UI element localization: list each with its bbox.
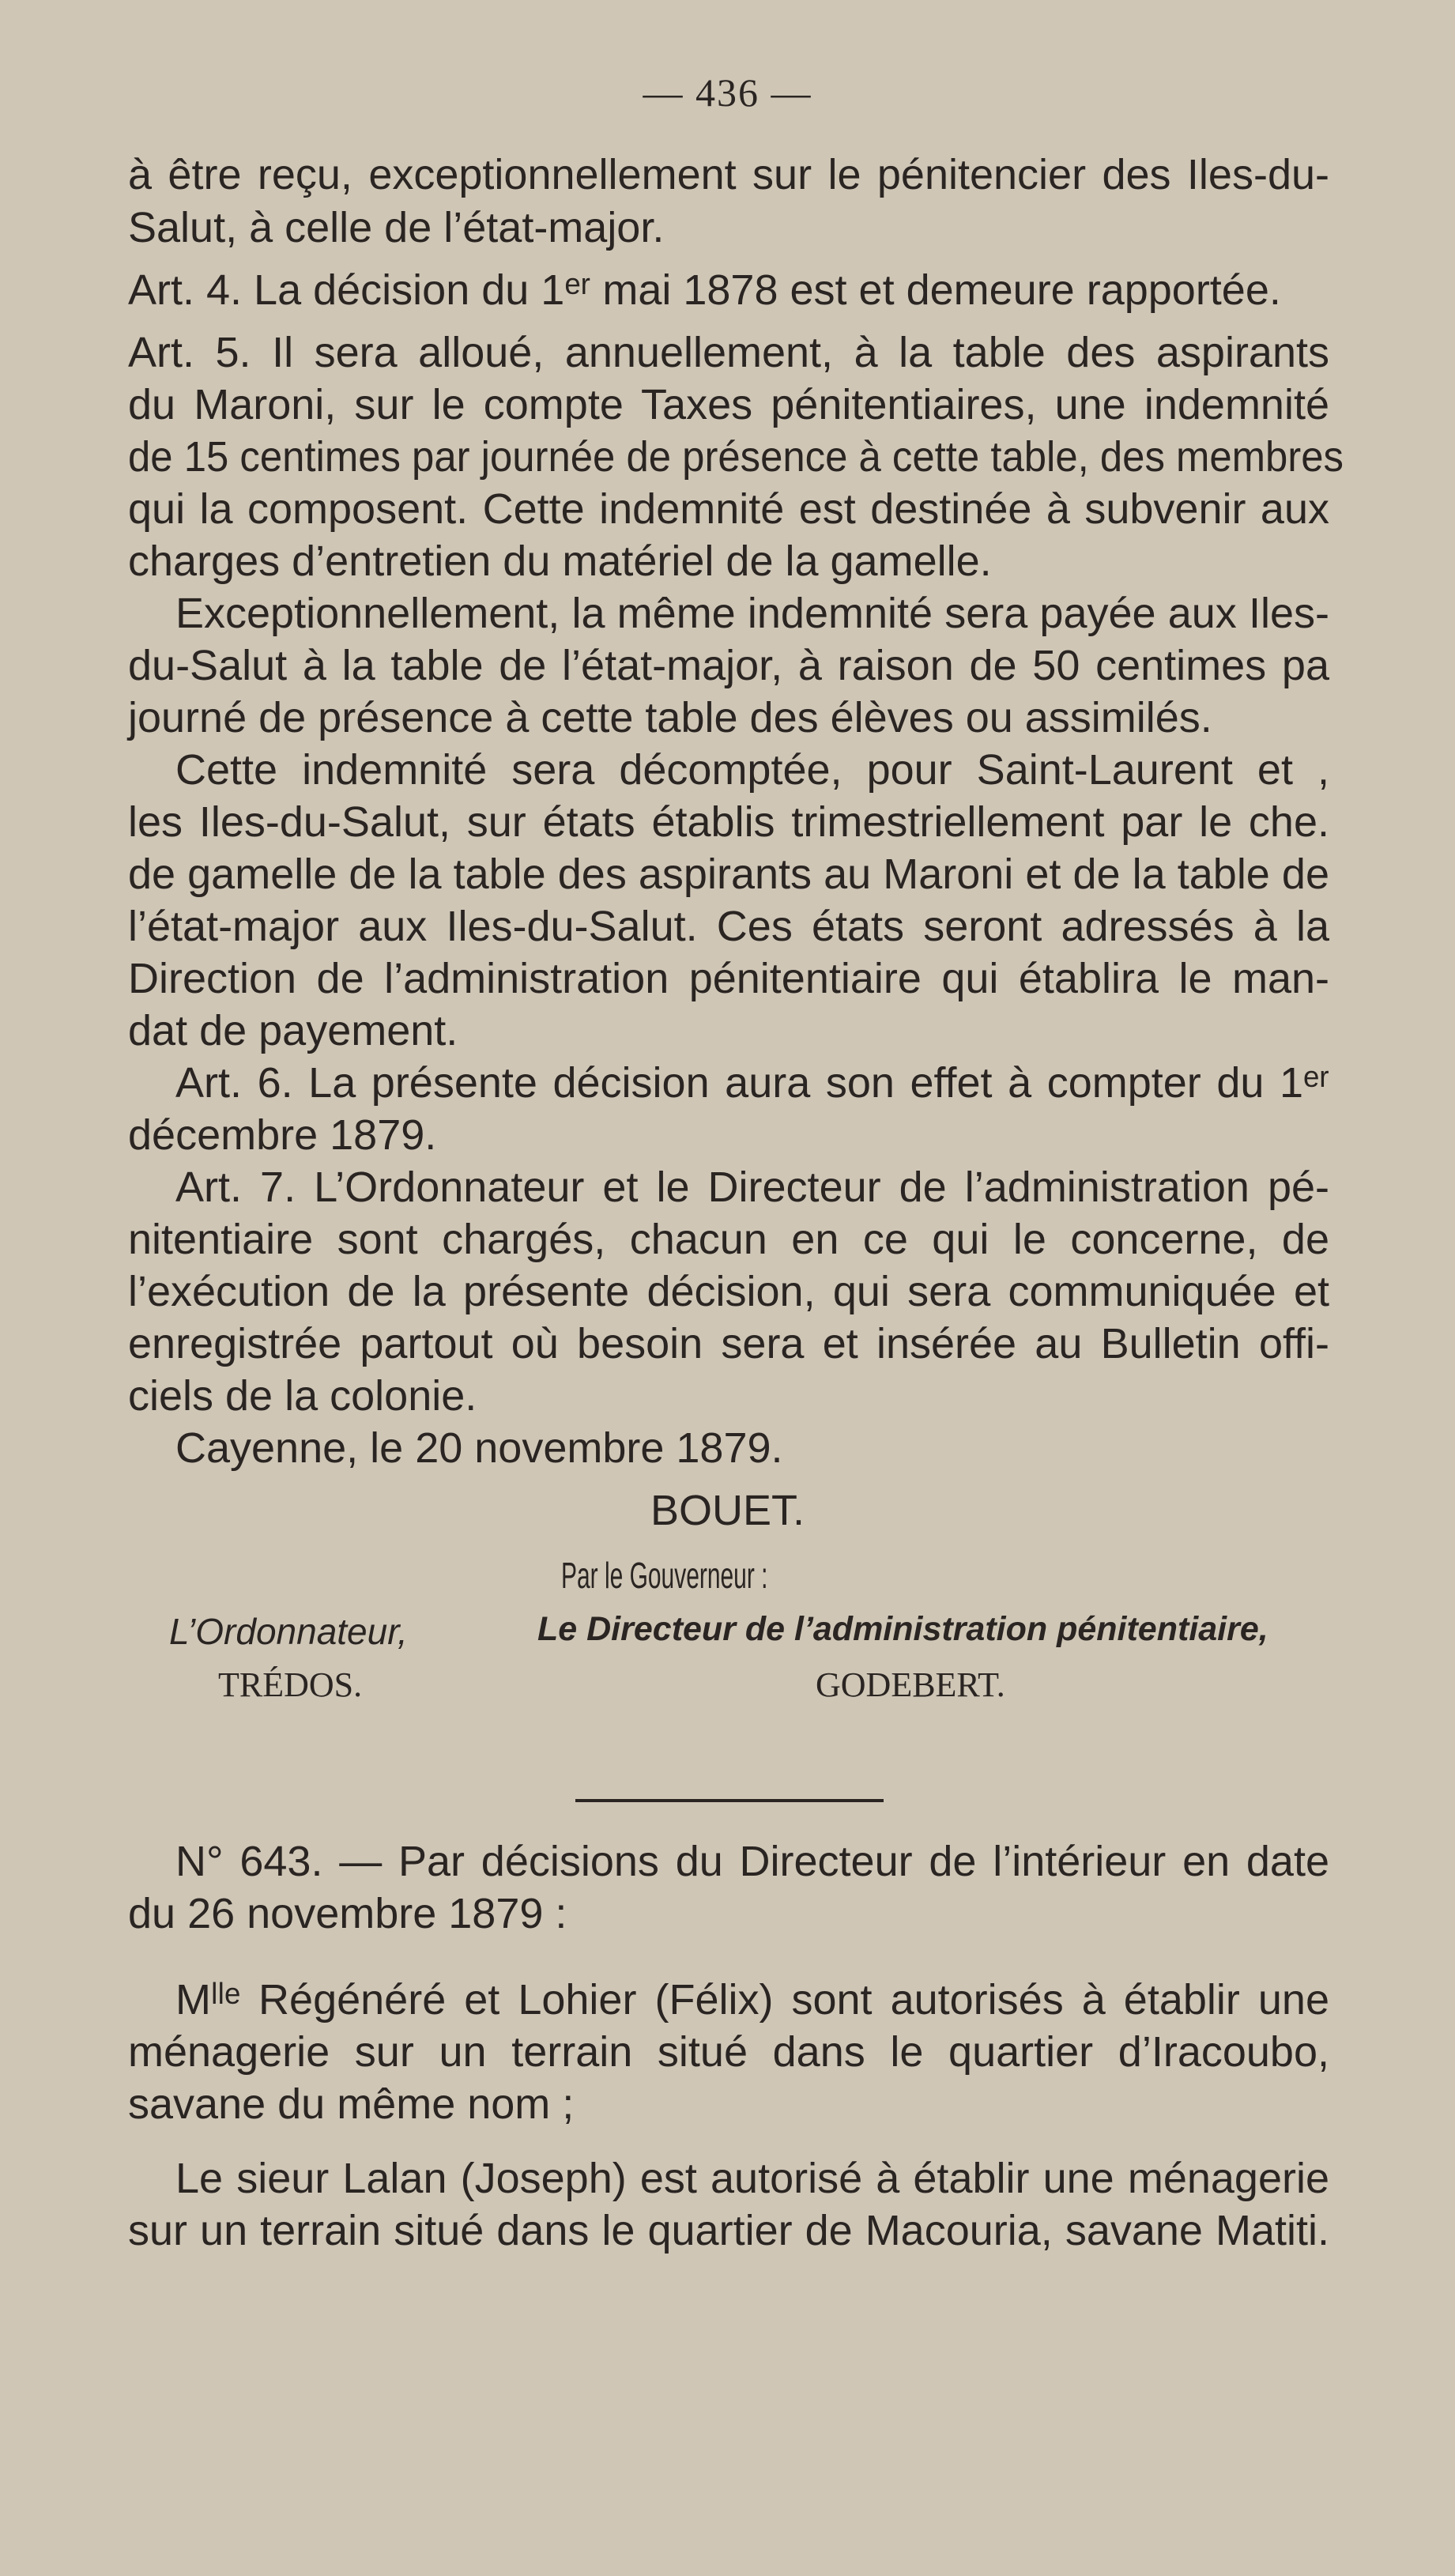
text-line: Art. 5. Il sera alloué, annuellement, à la table des aspirants <box>128 329 1329 376</box>
text-line: du-Salut à la table de l’état-major, à raison de 50 centimes pa <box>128 642 1329 689</box>
decision-item: Le sieur Lalan (Joseph) est autorisé à établir une ménagerie <box>175 2155 1329 2202</box>
text-line: de gamelle de la table des aspirants au Maroni et de la table de <box>128 850 1329 898</box>
text-line: Art. 7. L’Ordonnateur et le Directeur de l’administration pé- <box>175 1164 1329 1211</box>
by-governor: Par le Gouverneur : <box>561 1555 768 1596</box>
text-line: à être reçu, exceptionnellement sur le pénitencier des Iles-du- <box>128 151 1329 198</box>
page-number: — 436 — <box>643 70 812 115</box>
text-line: Direction de l’administration pénitentiaire qui établira le man- <box>128 955 1329 1002</box>
ordonnateur-name: TRÉDOS. <box>218 1665 363 1704</box>
decision-item: ménagerie sur un terrain situé dans le quartier d’Iracoubo, <box>128 2028 1329 2076</box>
decision-item: sur un terrain situé dans le quartier de Macouria, savane Matiti. <box>128 2207 1329 2254</box>
text-line: décembre 1879. <box>128 1111 437 1159</box>
decision-item: Mˡˡᵉ Régénéré et Lohier (Félix) sont autorisés à établir une <box>175 1976 1329 2023</box>
ordonnateur-title: L’Ordonnateur, <box>169 1611 408 1652</box>
text-line: enregistrée partout où besoin sera et insérée au Bulletin offi- <box>128 1320 1329 1367</box>
text-line: journé de présence à cette table des élèves ou assimilés. <box>128 694 1212 741</box>
text-line: les Iles-du-Salut, sur états établis trimestriellement par le che. <box>128 798 1329 846</box>
text-line: de 15 centimes par journée de présence à cette table, des membres <box>128 433 1344 481</box>
governor-signature: BOUET. <box>650 1487 805 1534</box>
text-line: Salut, à celle de l’état-major. <box>128 204 665 251</box>
text-line: Art. 6. La présente décision aura son effet à compter du 1ᵉʳ <box>175 1059 1329 1107</box>
decision-heading: N° 643. — Par décisions du Directeur de l’intérieur en date <box>175 1838 1329 1885</box>
text-line: ciels de la colonie. <box>128 1372 477 1420</box>
text-line: dat de payement. <box>128 1007 458 1054</box>
dateline: Cayenne, le 20 novembre 1879. <box>175 1424 783 1472</box>
text-line: du Maroni, sur le compte Taxes pénitentiaires, une indemnité <box>128 381 1329 428</box>
text-line: Art. 4. La décision du 1ᵉʳ mai 1878 est et demeure rapportée. <box>128 266 1281 314</box>
text-line: charges d’entretien du matériel de la gamelle. <box>128 537 992 585</box>
text-line: l’état-major aux Iles-du-Salut. Ces états seront adressés à la <box>128 903 1329 950</box>
decision-heading-date: du 26 novembre 1879 : <box>128 1890 567 1937</box>
section-divider <box>575 1799 884 1802</box>
directeur-title: Le Directeur de l’administration pénitentiaire, <box>537 1610 1268 1648</box>
directeur-name: GODEBERT. <box>816 1665 1005 1704</box>
decision-item: savane du même nom ; <box>128 2080 575 2128</box>
text-line: nitentiaire sont chargés, chacun en ce qui le concerne, de <box>128 1216 1329 1263</box>
text-line: Exceptionnellement, la même indemnité sera payée aux Iles- <box>175 590 1329 637</box>
text-line: Cette indemnité sera décomptée, pour Saint-Laurent et , <box>175 746 1329 794</box>
text-line: l’exécution de la présente décision, qui sera communiquée et <box>128 1268 1329 1315</box>
text-line: qui la composent. Cette indemnité est destinée à subvenir aux <box>128 485 1329 533</box>
